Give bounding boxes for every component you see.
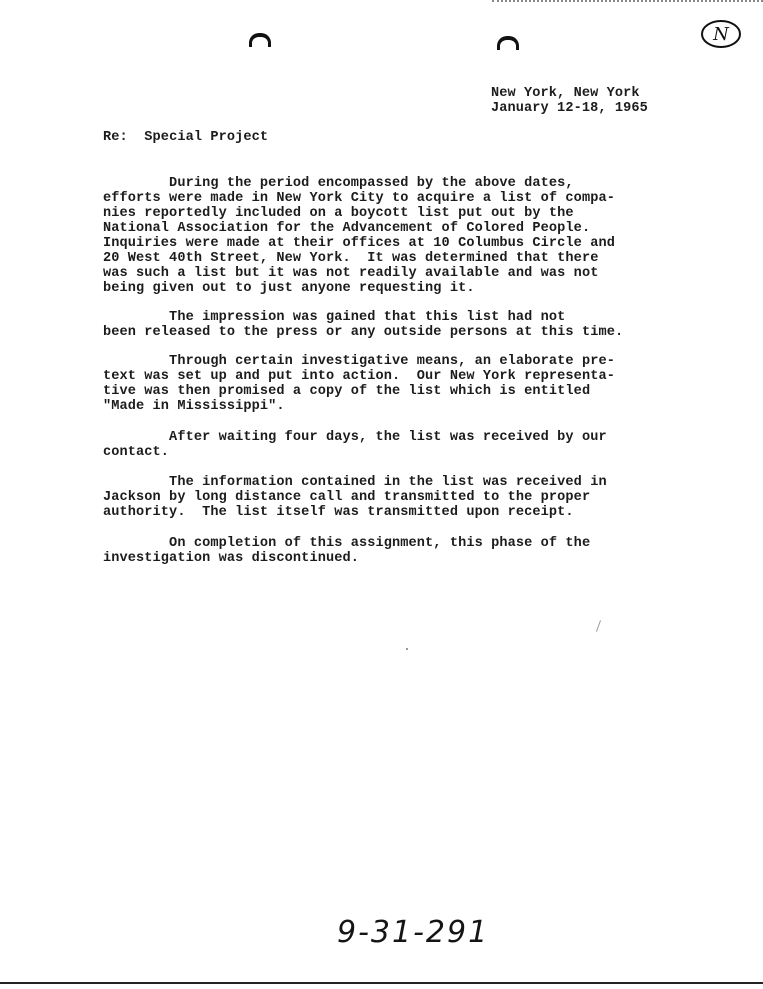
scan-speck	[406, 648, 408, 650]
paragraph-6	[103, 536, 703, 566]
paragraph-line: 20 West 40th Street, New York. It was determined that there	[103, 251, 599, 266]
paragraph-5	[103, 475, 703, 520]
paragraph-1	[103, 176, 703, 296]
paragraph-line: investigation was discontinued.	[103, 551, 359, 566]
paragraph-line: was such a list but it was not readily available and was not	[103, 266, 599, 281]
paragraph-line: National Association for the Advancement of Colored People.	[103, 221, 591, 236]
paragraph-line: After waiting four days, the list was received by our	[103, 430, 607, 445]
file-number-text: 9-31-291	[337, 915, 490, 950]
paragraph-line: contact.	[103, 445, 170, 460]
paragraph-2	[103, 310, 703, 340]
paragraph-line: Through certain investigative means, an elaborate pre-	[103, 354, 615, 369]
paragraph-line: efforts were made in New York City to acquire a list of compa-	[103, 191, 615, 206]
paragraph-line: Jackson by long distance call and transmitted to the proper	[103, 490, 591, 505]
paragraph-line: Inquiries were made at their offices at 10 Columbus Circle and	[103, 236, 615, 251]
re-label: Re:	[103, 130, 128, 145]
top-dotted-edge	[492, 0, 763, 4]
handwritten-file-number	[335, 910, 505, 950]
paragraph-line: been released to the press or any outside persons at this time.	[103, 325, 624, 340]
circled-mark-letter: N	[713, 24, 729, 45]
paragraph-line: nies reportedly included on a boycott list put out by the	[103, 206, 574, 221]
paragraph-line: authority. The list itself was transmitted upon receipt.	[103, 505, 574, 520]
scan-speck	[596, 620, 601, 632]
bottom-edge-rule	[0, 982, 763, 984]
subject-line	[103, 130, 268, 145]
paragraph-line: text was set up and put into action. Our New York representa-	[103, 369, 615, 384]
paragraph-3	[103, 354, 703, 414]
paragraph-4	[103, 430, 703, 460]
paragraph-line: tive was then promised a copy of the list which is entitled	[103, 384, 591, 399]
paragraph-line: being given out to just anyone requesting it.	[103, 281, 475, 296]
paragraph-line: The information contained in the list was received in	[103, 475, 607, 490]
re-text: Special Project	[144, 130, 269, 145]
staple-mark-right	[497, 36, 519, 50]
staple-mark-left	[249, 33, 271, 47]
paragraph-line: "Made in Mississippi".	[103, 399, 285, 414]
dateline	[491, 86, 691, 116]
paragraph-line: On completion of this assignment, this phase of the	[103, 536, 591, 551]
dateline-city: New York, New York	[491, 86, 640, 101]
paragraph-line: During the period encompassed by the above dates,	[103, 176, 574, 191]
circled-handwritten-mark	[700, 18, 742, 50]
paragraph-line: The impression was gained that this list had not	[103, 310, 566, 325]
dateline-date: January 12-18, 1965	[491, 101, 648, 116]
